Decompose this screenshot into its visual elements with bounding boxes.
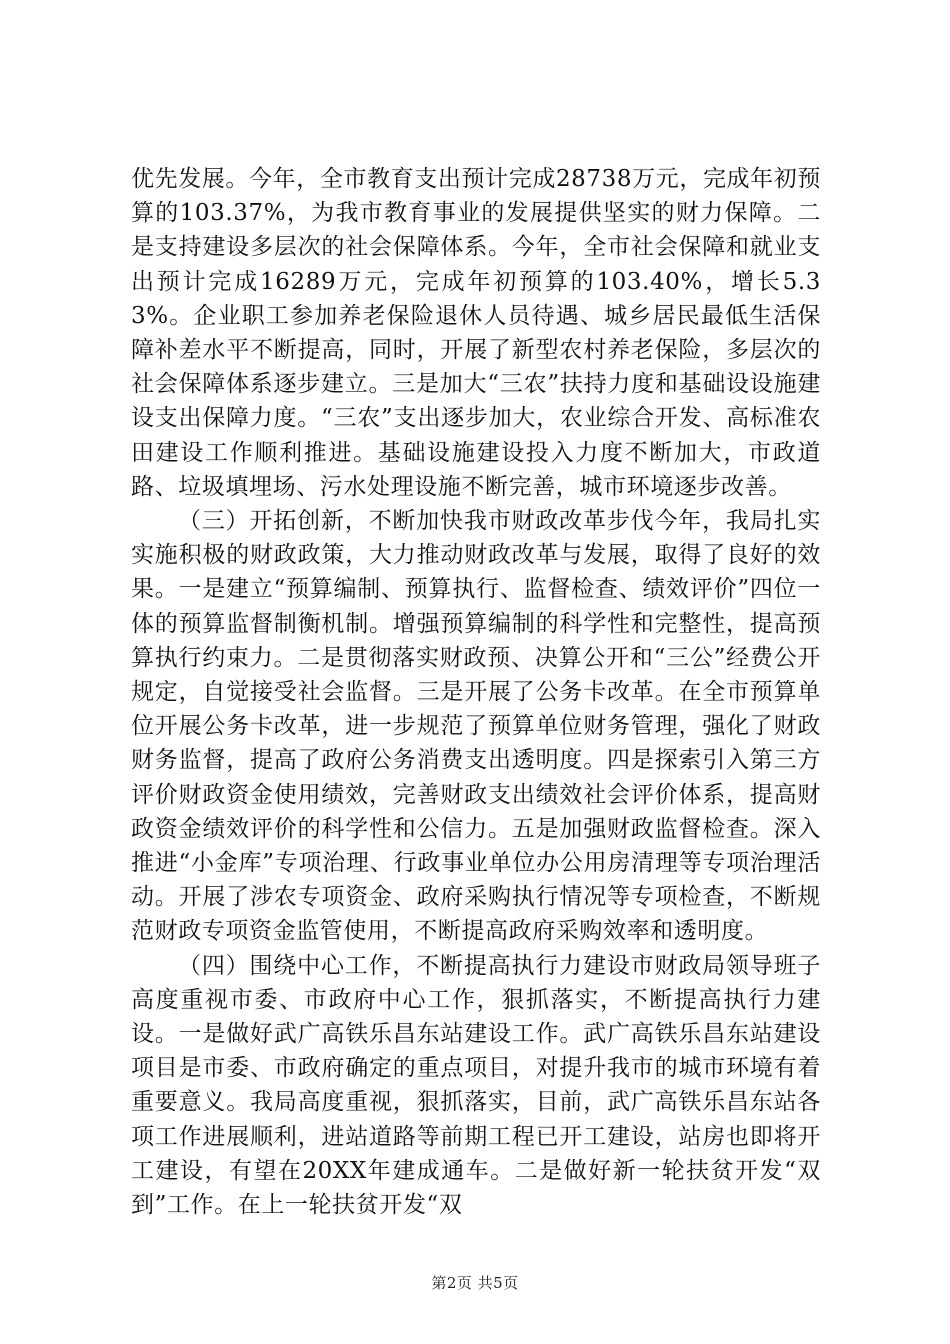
document-body — [131, 162, 821, 1222]
page-footer: 第2页 共5页 — [431, 1274, 519, 1292]
paragraph-education-social-security: 优先发展。今年，全市教育支出预计完成28738万元，完成年初预算的103.37%，为我市教育事业的发展提供坚实的财力保障。二是支持建设多层次的社会保障体系。今年，全市社会保障和就业支出预计完成16289万元，完成年初预算的103.40%，增长5.33%。企业职工参加养老保险退休人员待遇、城乡居民最低生活保障补差水平不断提高，同时，开展了新型农村养老保险，多层次的社会保障体系逐步建立。三是加大“三农”扶持力度和基础设设施建设支出保障力度。“三农”支出逐步加大，农业综合开发、高标准农田建设工作顺利推进。基础设施建设投入力度不断加大，市政道路、垃圾填埋场、污水处理设施不断完善，城市环境逐步改善。 — [131, 166, 821, 500]
paragraph-fiscal-reform: （三）开拓创新，不断加快我市财政改革步伐今年，我局扎实实施积极的财政政策，大力推动财政改革与发展，取得了良好的效果。一是建立“预算编制、预算执行、监督检查、绩效评价”四位一体的预算监督制衡机制。增强预算编制的科学性和完整性，提高预算执行约束力。二是贯彻落实财政预、决算公开和“三公”经费公开规定，自觉接受社会监督。三是开展了公务卡改革。在全市预算单位开展公务卡改革，进一步规范了预算单位财务管理，强化了财政财务监督，提高了政府公务消费支出透明度。四是探索引入第三方评价财政资金使用绩效，完善财政支出绩效社会评价体系，提高财政资金绩效评价的科学性和公信力。五是加强财政监督检查。深入推进“小金库”专项治理、行政事业单位办公用房清理等专项治理活动。开展了涉农专项资金、政府采购执行情况等专项检查，不断规范财政专项资金监管使用，不断提高政府采购效率和透明度。 — [131, 508, 821, 945]
paragraph-central-work: （四）围绕中心工作，不断提高执行力建设市财政局领导班子高度重视市委、市政府中心工作，狠抓落实，不断提高执行力建设。一是做好武广高铁乐昌东站建设工作。武广高铁乐昌东站建设项目是市委、市政府确定的重点项目，对提升我市的城市环境有着重要意义。我局高度重视，狠抓落实，目前，武广高铁乐昌东站各项工作进展顺利，进站道路等前期工程已开工建设，站房也即将开工建设，有望在20XX年建成通车。二是做好新一轮扶贫开发“双到”工作。在上一轮扶贫开发“双 — [131, 952, 821, 1219]
